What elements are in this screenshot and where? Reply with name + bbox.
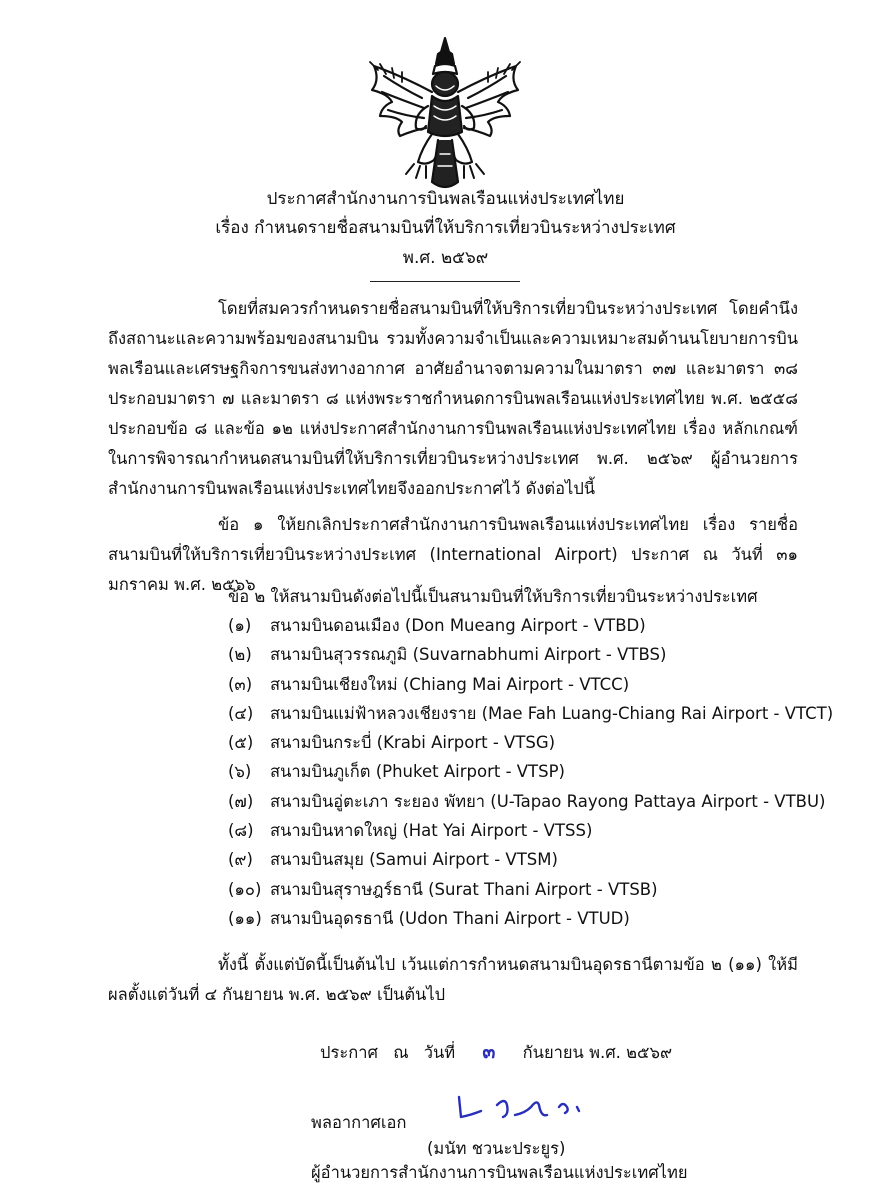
airport-name: สนามบินหาดใหญ่ (Hat Yai Airport - VTSS) [270,821,593,841]
airport-name: สนามบินสุวรรณภูมิ (Suvarnabhumi Airport - VTBS) [270,645,667,665]
announcement-at: ณ [393,1043,409,1062]
airport-list [228,612,833,934]
signatory-position: ผู้อำนวยการสำนักงานการบินพลเรือนแห่งประเทศไทย [311,1163,688,1182]
signatory-rank: พลอากาศเอก [311,1113,407,1132]
list-item-number: (๖) [228,762,252,782]
announcement-date-label: วันที่ [423,1043,456,1062]
airport-name: สนามบินเชียงใหม่ (Chiang Mai Airport - VTCC) [270,674,630,694]
list-item-number: (๕) [228,733,254,753]
list-item-number: (๑๑) [228,908,262,928]
announcement-date [320,1037,682,1067]
preamble-text: โดยที่สมควรกำหนดรายชื่อสนามบินที่ให้บริการเที่ยวบินระหว่างประเทศ โดยคำนึงถึงสถานะและความพร้อมของสนามบิน รวมทั้งความจำเป็นและความเหมาะสมด้านนโยบายการบินพลเรือนและเศรษฐกิจการขนส่งทางอากาศ อาศัยอำนาจตามความในมาตรา ๓๗ และมาตรา ๓๘ ประกอบมาตรา ๗ และมาตรา ๘ แห่งพระราชกำหนดการบินพลเรือนแห่งประเทศไทย พ.ศ. ๒๕๕๘ ประกอบข้อ ๘ และข้อ ๑๒ แห่งประกาศสำนักงานการบินพลเรือนแห่งประเทศไทย เรื่อง หลักเกณฑ์ในการพิจารณากำหนดสนามบินที่ให้บริการเที่ยวบินระหว่างประเทศ พ.ศ. ๒๕๖๙ ผู้อำนวยการสำนักงานการบินพลเรือนแห่งประเทศไทยจึงออกประกาศไว้ ดังต่อไปนี้ [108,299,798,498]
garuda-emblem-icon [362,36,528,194]
airport-name: สนามบินกระบี่ (Krabi Airport - VTSG) [270,733,556,753]
signatory-name: (มนัท ชวนะประยูร) [427,1139,566,1158]
list-item [228,846,833,875]
airport-name: สนามบินแม่ฟ้าหลวงเชียงราย (Mae Fah Luang-Chiang Rai Airport - VTCT) [270,703,834,723]
list-item-number: (๙) [228,850,253,870]
airport-name: สนามบินดอนเมือง (Don Mueang Airport - VTBD) [270,616,646,635]
list-item-number: (๑) [228,616,252,635]
document-title: ประกาศสำนักงานการบินพลเรือนแห่งประเทศไทย [266,189,625,209]
list-item [228,788,833,817]
announcement-month-year: กันยายน พ.ศ. ๒๕๖๙ [522,1043,673,1062]
handwritten-day: ๓ [482,1041,496,1063]
effective-text: ทั้งนี้ ตั้งแต่บัดนี้เป็นต้นไป เว้นแต่การกำหนดสนามบินอุดรธานีตามข้อ ๒ (๑๑) ให้มีผลตั้งแต่วันที่ ๔ กันยายน พ.ศ. ๒๕๖๙ เป็นต้นไป [108,955,798,1004]
list-item [228,876,833,905]
header-divider [370,281,520,282]
clause-1-text: ข้อ ๑ ให้ยกเลิกประกาศสำนักงานการบินพลเรือนแห่งประเทศไทย เรื่อง รายชื่อสนามบินที่ให้บริการเที่ยวบินระหว่างประเทศ (International Airport) ประกาศ ณ วันที่ ๓๑ มกราคม พ.ศ. ๒๕๖๖ [108,515,798,594]
list-item [228,612,833,641]
list-item-number: (๗) [228,791,254,811]
list-item-number: (๔) [228,703,254,723]
airport-name: สนามบินสมุย (Samui Airport - VTSM) [270,850,558,870]
list-item [228,817,833,846]
airport-name: สนามบินอู่ตะเภา ระยอง พัทยา (U-Tapao Rayong Pattaya Airport - VTBU) [270,791,826,811]
airport-name: สนามบินสุราษฎร์ธานี (Surat Thani Airport - VTSB) [270,879,658,899]
list-item [228,729,833,758]
effective-paragraph [108,950,798,1010]
document-year: พ.ศ. ๒๕๖๙ [402,248,489,268]
list-item [228,700,833,729]
list-item-number: (๑๐) [228,879,262,899]
clause-2-intro: ข้อ ๒ ให้สนามบินดังต่อไปนี้เป็นสนามบินที่ให้บริการเที่ยวบินระหว่างประเทศ [228,587,758,606]
list-item [228,641,833,670]
list-item [228,905,833,934]
list-item [228,671,833,700]
list-item-number: (๘) [228,821,254,841]
preamble-paragraph [108,294,798,504]
announcement-prefix: ประกาศ [320,1043,378,1062]
document-subject: เรื่อง กำหนดรายชื่อสนามบินที่ให้บริการเที่ยวบินระหว่างประเทศ [215,218,676,238]
list-item [228,758,833,787]
airport-name: สนามบินอุดรธานี (Udon Thani Airport - VTUD) [270,908,630,928]
handwritten-signature-icon [455,1093,590,1125]
list-item-number: (๓) [228,674,253,694]
airport-name: สนามบินภูเก็ต (Phuket Airport - VTSP) [270,762,565,782]
list-item-number: (๒) [228,645,252,665]
